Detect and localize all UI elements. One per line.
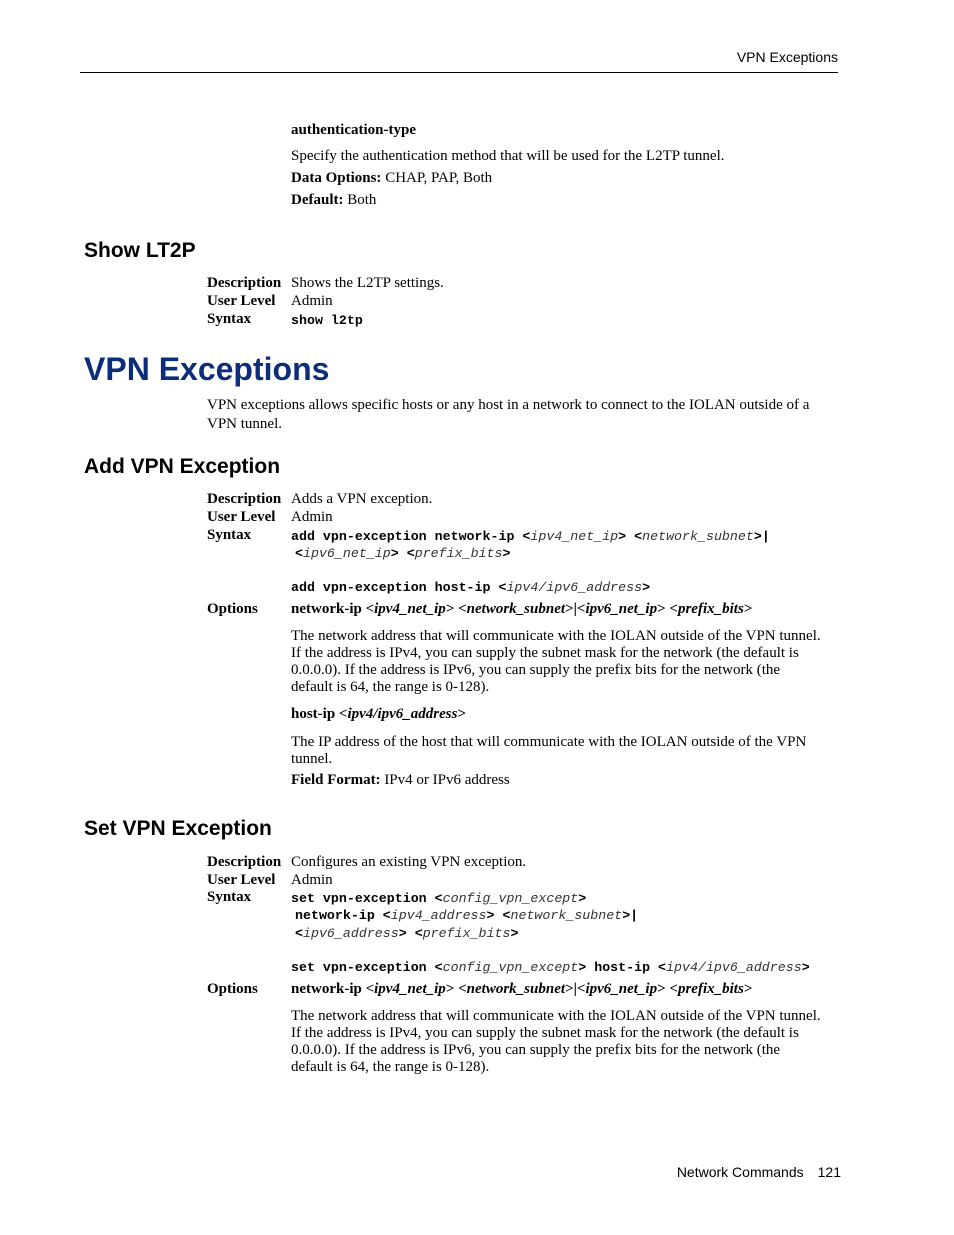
label-options: Options: [207, 601, 258, 617]
add-vpn-option-network-ip: network-ip <ipv4_net_ip> <network_subnet>|<ipv6_net_ip> <prefix_bits>: [291, 601, 753, 617]
auth-data-options: Data Options: CHAP, PAP, Both: [291, 170, 493, 186]
auth-type-description: Specify the authentication method that will be used for the L2TP tunnel.: [291, 148, 725, 164]
section-heading-show-l2tp: Show LT2P: [84, 239, 196, 262]
header-rule: [80, 72, 838, 73]
label-syntax: Syntax: [207, 527, 252, 543]
running-header: VPN Exceptions: [736, 49, 838, 65]
add-vpn-syntax-line2: <ipv6_net_ip> <prefix_bits>: [295, 546, 511, 561]
auth-default: Default: Both: [291, 192, 377, 208]
label-description: Description: [207, 854, 282, 870]
label-options: Options: [207, 981, 258, 997]
show-l2tp-syntax: show l2tp: [291, 313, 363, 328]
vpn-intro: VPN exceptions allows specific hosts or any host in a network to connect to the IOLAN outside of a VPN tunnel.: [207, 397, 810, 432]
footer-section: Network Commands: [676, 1164, 804, 1180]
add-vpn-option-host-ip: host-ip <ipv4/ipv6_address>: [291, 706, 467, 722]
set-vpn-network-ip-description: The network address that will communicate with the IOLAN outside of the VPN tunnel. If the address is IPv4, you can supply the subnet mask for the network (the default is 0.0.0.0). If the address is IPv6, you can supply the prefix bits for the network (the default is 64, the range is 0-128).: [291, 1008, 821, 1075]
add-vpn-host-ip-description: The IP address of the host that will communicate with the IOLAN outside of the VPN tunnel.: [291, 734, 807, 767]
set-vpn-description: Configures an existing VPN exception.: [291, 854, 527, 870]
page-number: 121: [817, 1164, 841, 1180]
set-vpn-option-network-ip: network-ip <ipv4_net_ip> <network_subnet>|<ipv6_net_ip> <prefix_bits>: [291, 981, 753, 997]
set-vpn-syntax-line4: set vpn-exception <config_vpn_except> host-ip <ipv4/ipv6_address>: [291, 960, 810, 975]
label-user-level: User Level: [207, 509, 276, 525]
label-description: Description: [207, 491, 282, 507]
add-vpn-user-level: Admin: [291, 509, 333, 525]
running-footer: [677, 1164, 841, 1180]
label-syntax: Syntax: [207, 311, 252, 327]
label-user-level: User Level: [207, 872, 276, 888]
option-name-auth-type: authentication-type: [291, 122, 416, 138]
set-vpn-user-level: Admin: [291, 872, 333, 888]
section-heading-set-vpn-exception: Set VPN Exception: [84, 817, 272, 840]
add-vpn-description: Adds a VPN exception.: [291, 491, 433, 507]
add-vpn-syntax-line3: add vpn-exception host-ip <ipv4/ipv6_address>: [291, 580, 651, 595]
add-vpn-syntax-line1: add vpn-exception network-ip <ipv4_net_ip> <network_subnet>|: [291, 529, 770, 544]
label-syntax: Syntax: [207, 889, 252, 905]
set-vpn-syntax-line1: set vpn-exception <config_vpn_except>: [291, 891, 587, 906]
set-vpn-syntax-line3: <ipv6_address> <prefix_bits>: [295, 926, 519, 941]
label-user-level: User Level: [207, 293, 276, 309]
show-l2tp-description: Shows the L2TP settings.: [291, 275, 444, 291]
set-vpn-syntax-line2: network-ip <ipv4_address> <network_subnet>|: [295, 908, 639, 923]
show-l2tp-user-level: Admin: [291, 293, 333, 309]
section-heading-add-vpn-exception: Add VPN Exception: [84, 455, 281, 478]
label-description: Description: [207, 275, 282, 291]
add-vpn-network-ip-description: The network address that will communicate with the IOLAN outside of the VPN tunnel. If the address is IPv4, you can supply the subnet mask for the network (the default is 0.0.0.0). If the address is IPv6, you can supply the prefix bits for the network (the default is 64, the range is 0-128).: [291, 628, 821, 695]
chapter-heading-vpn-exceptions: VPN Exceptions: [84, 351, 330, 387]
add-vpn-field-format: Field Format: IPv4 or IPv6 address: [291, 772, 510, 788]
